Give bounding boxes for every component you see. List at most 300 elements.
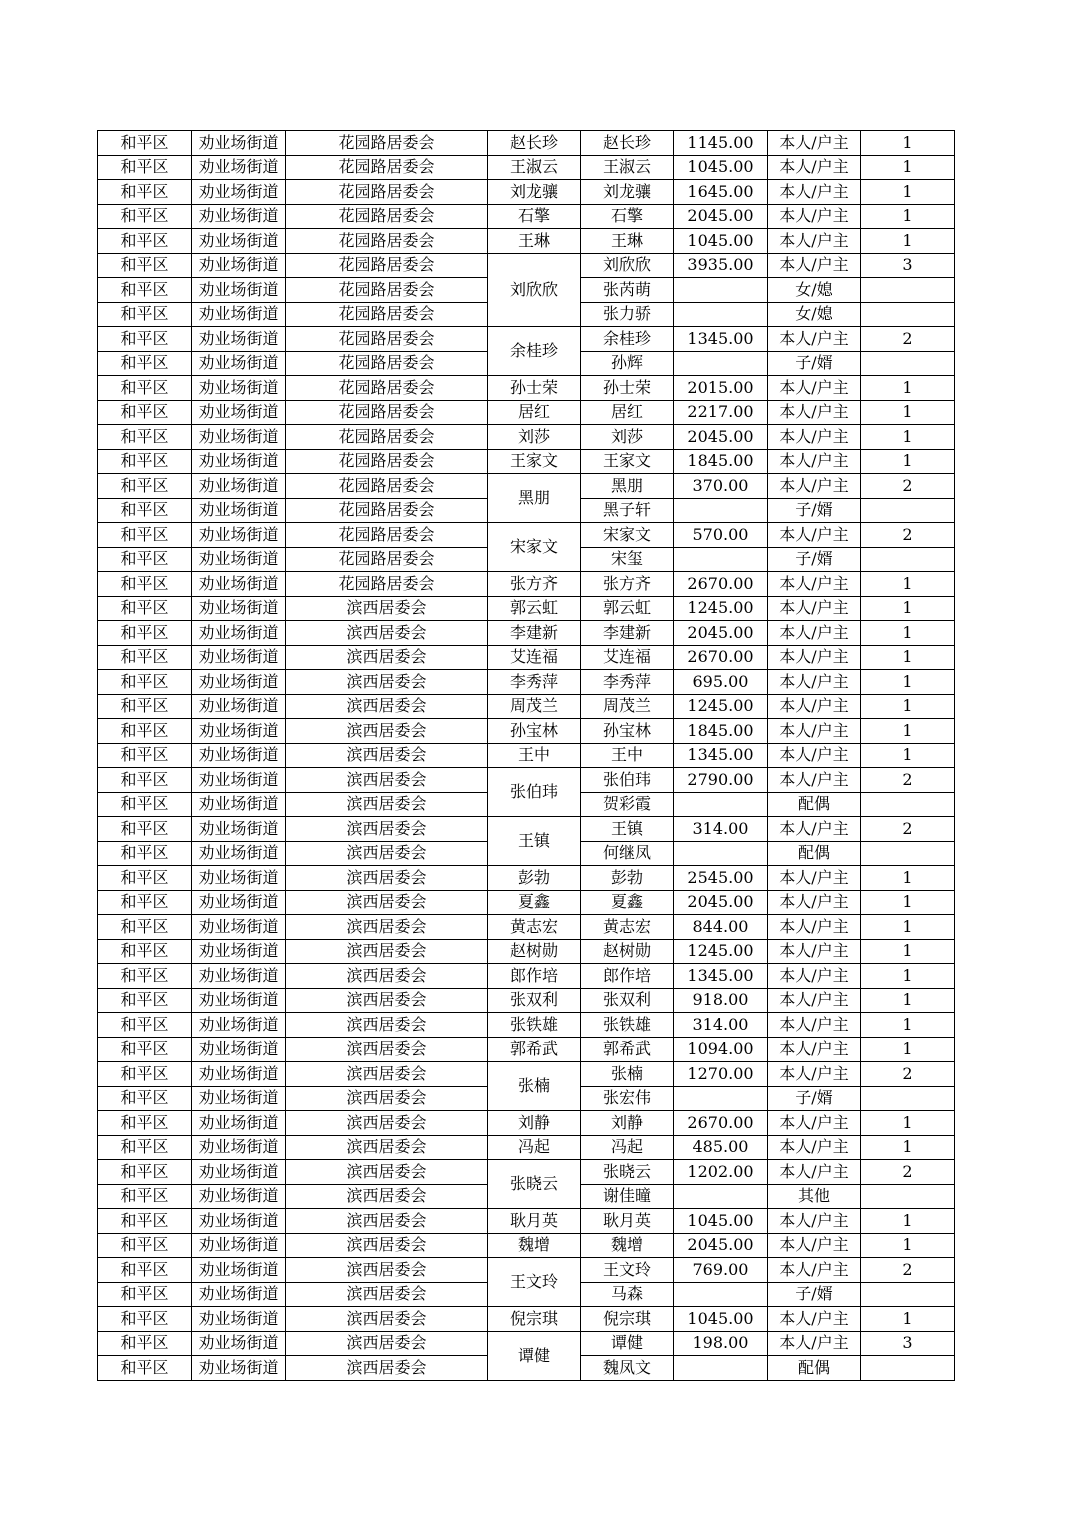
committee-cell: 滨西居委会 (286, 1111, 488, 1136)
member-count-cell: 2 (861, 817, 955, 842)
member-count-cell: 1 (861, 596, 955, 621)
member-name-cell: 王中 (581, 743, 674, 768)
street-cell: 劝业场街道 (192, 645, 286, 670)
member-name-cell: 刘龙骧 (581, 180, 674, 205)
committee-cell: 花园路居委会 (286, 498, 488, 523)
district-cell: 和平区 (98, 278, 192, 303)
committee-cell: 滨西居委会 (286, 1233, 488, 1258)
member-count-cell: 1 (861, 572, 955, 597)
relation-cell: 本人/户主 (768, 131, 861, 156)
street-cell: 劝业场街道 (192, 278, 286, 303)
member-name-cell: 刘静 (581, 1111, 674, 1136)
household-head-cell: 耿月英 (488, 1209, 581, 1234)
amount-cell (674, 1356, 768, 1381)
table-row (98, 621, 955, 646)
street-cell: 劝业场街道 (192, 694, 286, 719)
street-cell: 劝业场街道 (192, 915, 286, 940)
member-name-cell: 李建新 (581, 621, 674, 646)
street-cell: 劝业场街道 (192, 866, 286, 891)
member-name-cell: 宋玺 (581, 547, 674, 572)
member-name-cell: 张芮萌 (581, 278, 674, 303)
amount-cell: 769.00 (674, 1258, 768, 1283)
street-cell: 劝业场街道 (192, 1013, 286, 1038)
member-name-cell: 张方齐 (581, 572, 674, 597)
relation-cell: 本人/户主 (768, 1111, 861, 1136)
amount-cell (674, 302, 768, 327)
committee-cell: 花园路居委会 (286, 351, 488, 376)
table-row (98, 988, 955, 1013)
district-cell: 和平区 (98, 302, 192, 327)
relation-cell: 本人/户主 (768, 1209, 861, 1234)
street-cell: 劝业场街道 (192, 621, 286, 646)
member-name-cell: 宋家文 (581, 523, 674, 548)
district-cell: 和平区 (98, 1307, 192, 1332)
member-name-cell: 王淑云 (581, 155, 674, 180)
relation-cell: 本人/户主 (768, 743, 861, 768)
relation-cell: 子/婿 (768, 498, 861, 523)
amount-cell: 1094.00 (674, 1037, 768, 1062)
member-name-cell: 谭健 (581, 1331, 674, 1356)
relation-cell: 本人/户主 (768, 1307, 861, 1332)
household-head-cell: 谭健 (488, 1331, 581, 1380)
member-name-cell: 郎作培 (581, 964, 674, 989)
member-name-cell: 倪宗琪 (581, 1307, 674, 1332)
street-cell: 劝业场街道 (192, 1062, 286, 1087)
table-row (98, 253, 955, 278)
street-cell: 劝业场街道 (192, 449, 286, 474)
member-count-cell: 1 (861, 1233, 955, 1258)
table-row (98, 523, 955, 548)
household-head-cell: 张楠 (488, 1062, 581, 1111)
amount-cell: 2045.00 (674, 621, 768, 646)
street-cell: 劝业场街道 (192, 841, 286, 866)
amount-cell (674, 841, 768, 866)
member-count-cell: 1 (861, 1037, 955, 1062)
amount-cell: 1245.00 (674, 694, 768, 719)
amount-cell: 370.00 (674, 474, 768, 499)
amount-cell (674, 1086, 768, 1111)
amount-cell: 1245.00 (674, 939, 768, 964)
district-cell: 和平区 (98, 376, 192, 401)
committee-cell: 滨西居委会 (286, 596, 488, 621)
street-cell: 劝业场街道 (192, 523, 286, 548)
district-cell: 和平区 (98, 474, 192, 499)
member-count-cell: 1 (861, 939, 955, 964)
street-cell: 劝业场街道 (192, 1086, 286, 1111)
household-table (97, 130, 955, 1381)
street-cell: 劝业场街道 (192, 1209, 286, 1234)
member-count-cell (861, 351, 955, 376)
member-name-cell: 魏凤文 (581, 1356, 674, 1381)
street-cell: 劝业场街道 (192, 596, 286, 621)
relation-cell: 配偶 (768, 1356, 861, 1381)
street-cell: 劝业场街道 (192, 1282, 286, 1307)
committee-cell: 花园路居委会 (286, 523, 488, 548)
committee-cell: 花园路居委会 (286, 229, 488, 254)
member-count-cell: 1 (861, 621, 955, 646)
amount-cell: 1345.00 (674, 327, 768, 352)
amount-cell: 1045.00 (674, 229, 768, 254)
relation-cell: 女/媳 (768, 302, 861, 327)
street-cell: 劝业场街道 (192, 1233, 286, 1258)
street-cell: 劝业场街道 (192, 890, 286, 915)
household-head-cell: 刘欣欣 (488, 253, 581, 327)
amount-cell: 2790.00 (674, 768, 768, 793)
member-count-cell: 1 (861, 645, 955, 670)
committee-cell: 花园路居委会 (286, 547, 488, 572)
amount-cell: 3935.00 (674, 253, 768, 278)
district-cell: 和平区 (98, 1209, 192, 1234)
household-head-cell: 郎作培 (488, 964, 581, 989)
table-row (98, 719, 955, 744)
household-head-cell: 郭云虹 (488, 596, 581, 621)
street-cell: 劝业场街道 (192, 1135, 286, 1160)
household-head-cell: 余桂珍 (488, 327, 581, 376)
member-count-cell: 1 (861, 743, 955, 768)
member-name-cell: 魏增 (581, 1233, 674, 1258)
member-count-cell: 2 (861, 768, 955, 793)
district-cell: 和平区 (98, 645, 192, 670)
member-name-cell: 彭勃 (581, 866, 674, 891)
committee-cell: 滨西居委会 (286, 964, 488, 989)
district-cell: 和平区 (98, 1233, 192, 1258)
household-head-cell: 王中 (488, 743, 581, 768)
member-name-cell: 王琳 (581, 229, 674, 254)
committee-cell: 花园路居委会 (286, 400, 488, 425)
committee-cell: 滨西居委会 (286, 1307, 488, 1332)
member-count-cell: 1 (861, 964, 955, 989)
relation-cell: 本人/户主 (768, 768, 861, 793)
committee-cell: 滨西居委会 (286, 890, 488, 915)
member-count-cell: 1 (861, 890, 955, 915)
member-count-cell: 1 (861, 449, 955, 474)
household-head-cell: 倪宗琪 (488, 1307, 581, 1332)
relation-cell: 本人/户主 (768, 1258, 861, 1283)
relation-cell: 本人/户主 (768, 719, 861, 744)
member-count-cell (861, 278, 955, 303)
committee-cell: 滨西居委会 (286, 988, 488, 1013)
household-head-cell: 孙士荣 (488, 376, 581, 401)
district-cell: 和平区 (98, 621, 192, 646)
district-cell: 和平区 (98, 964, 192, 989)
member-count-cell: 1 (861, 1209, 955, 1234)
committee-cell: 花园路居委会 (286, 425, 488, 450)
district-cell: 和平区 (98, 841, 192, 866)
relation-cell: 本人/户主 (768, 1062, 861, 1087)
table-row (98, 915, 955, 940)
table-row (98, 1062, 955, 1087)
table-row (98, 1331, 955, 1356)
relation-cell: 本人/户主 (768, 694, 861, 719)
street-cell: 劝业场街道 (192, 229, 286, 254)
amount-cell: 2045.00 (674, 1233, 768, 1258)
member-count-cell: 1 (861, 155, 955, 180)
district-cell: 和平区 (98, 547, 192, 572)
member-name-cell: 黑子轩 (581, 498, 674, 523)
amount-cell: 2015.00 (674, 376, 768, 401)
district-cell: 和平区 (98, 449, 192, 474)
member-name-cell: 谢佳曈 (581, 1184, 674, 1209)
table-row (98, 229, 955, 254)
committee-cell: 滨西居委会 (286, 841, 488, 866)
district-cell: 和平区 (98, 229, 192, 254)
committee-cell: 花园路居委会 (286, 376, 488, 401)
member-name-cell: 张力骄 (581, 302, 674, 327)
table-row (98, 327, 955, 352)
district-cell: 和平区 (98, 498, 192, 523)
household-head-cell: 黄志宏 (488, 915, 581, 940)
table-row (98, 964, 955, 989)
member-name-cell: 夏鑫 (581, 890, 674, 915)
member-name-cell: 王文玲 (581, 1258, 674, 1283)
amount-cell: 314.00 (674, 1013, 768, 1038)
table-row (98, 572, 955, 597)
district-cell: 和平区 (98, 596, 192, 621)
household-head-cell: 张伯玮 (488, 768, 581, 817)
relation-cell: 本人/户主 (768, 915, 861, 940)
district-cell: 和平区 (98, 1037, 192, 1062)
district-cell: 和平区 (98, 523, 192, 548)
committee-cell: 滨西居委会 (286, 743, 488, 768)
relation-cell: 本人/户主 (768, 1233, 861, 1258)
relation-cell: 本人/户主 (768, 964, 861, 989)
relation-cell: 本人/户主 (768, 229, 861, 254)
relation-cell: 本人/户主 (768, 474, 861, 499)
district-cell: 和平区 (98, 1331, 192, 1356)
table-row (98, 400, 955, 425)
table-row (98, 670, 955, 695)
member-count-cell (861, 547, 955, 572)
relation-cell: 配偶 (768, 792, 861, 817)
member-count-cell (861, 1356, 955, 1381)
member-name-cell: 王家文 (581, 449, 674, 474)
member-count-cell: 1 (861, 1307, 955, 1332)
member-name-cell: 李秀萍 (581, 670, 674, 695)
district-cell: 和平区 (98, 1160, 192, 1185)
street-cell: 劝业场街道 (192, 1331, 286, 1356)
amount-cell: 844.00 (674, 915, 768, 940)
amount-cell: 1045.00 (674, 1307, 768, 1332)
member-count-cell: 2 (861, 1258, 955, 1283)
district-cell: 和平区 (98, 792, 192, 817)
amount-cell: 1345.00 (674, 743, 768, 768)
member-count-cell: 1 (861, 915, 955, 940)
household-head-cell: 王文玲 (488, 1258, 581, 1307)
amount-cell: 2670.00 (674, 1111, 768, 1136)
street-cell: 劝业场街道 (192, 400, 286, 425)
household-head-cell: 彭勃 (488, 866, 581, 891)
member-count-cell (861, 1282, 955, 1307)
district-cell: 和平区 (98, 351, 192, 376)
table-row (98, 474, 955, 499)
district-cell: 和平区 (98, 327, 192, 352)
amount-cell (674, 1184, 768, 1209)
table-row (98, 743, 955, 768)
table-row (98, 1160, 955, 1185)
street-cell: 劝业场街道 (192, 425, 286, 450)
district-cell: 和平区 (98, 253, 192, 278)
district-cell: 和平区 (98, 1111, 192, 1136)
household-head-cell: 居红 (488, 400, 581, 425)
district-cell: 和平区 (98, 1086, 192, 1111)
household-head-cell: 王琳 (488, 229, 581, 254)
member-name-cell: 冯起 (581, 1135, 674, 1160)
street-cell: 劝业场街道 (192, 547, 286, 572)
member-name-cell: 贺彩霞 (581, 792, 674, 817)
amount-cell (674, 547, 768, 572)
district-cell: 和平区 (98, 400, 192, 425)
member-count-cell: 1 (861, 694, 955, 719)
street-cell: 劝业场街道 (192, 988, 286, 1013)
committee-cell: 滨西居委会 (286, 694, 488, 719)
committee-cell: 滨西居委会 (286, 1160, 488, 1185)
district-cell: 和平区 (98, 866, 192, 891)
table-row (98, 180, 955, 205)
household-head-cell: 张晓云 (488, 1160, 581, 1209)
amount-cell: 1845.00 (674, 719, 768, 744)
household-head-cell: 张双利 (488, 988, 581, 1013)
member-count-cell: 1 (861, 1135, 955, 1160)
table-row (98, 890, 955, 915)
amount-cell: 1270.00 (674, 1062, 768, 1087)
member-count-cell: 2 (861, 1062, 955, 1087)
street-cell: 劝业场街道 (192, 253, 286, 278)
committee-cell: 滨西居委会 (286, 1013, 488, 1038)
member-name-cell: 何继凤 (581, 841, 674, 866)
committee-cell: 滨西居委会 (286, 621, 488, 646)
member-count-cell (861, 1086, 955, 1111)
committee-cell: 花园路居委会 (286, 155, 488, 180)
street-cell: 劝业场街道 (192, 498, 286, 523)
district-cell: 和平区 (98, 670, 192, 695)
district-cell: 和平区 (98, 890, 192, 915)
member-count-cell: 1 (861, 425, 955, 450)
table-row (98, 204, 955, 229)
amount-cell: 2045.00 (674, 425, 768, 450)
member-name-cell: 张铁雄 (581, 1013, 674, 1038)
amount-cell (674, 1282, 768, 1307)
street-cell: 劝业场街道 (192, 1258, 286, 1283)
member-count-cell: 3 (861, 253, 955, 278)
relation-cell: 本人/户主 (768, 1331, 861, 1356)
member-count-cell: 1 (861, 131, 955, 156)
relation-cell: 女/媳 (768, 278, 861, 303)
street-cell: 劝业场街道 (192, 351, 286, 376)
member-name-cell: 余桂珍 (581, 327, 674, 352)
street-cell: 劝业场街道 (192, 1037, 286, 1062)
household-head-cell: 王镇 (488, 817, 581, 866)
street-cell: 劝业场街道 (192, 376, 286, 401)
district-cell: 和平区 (98, 1258, 192, 1283)
committee-cell: 花园路居委会 (286, 278, 488, 303)
table-row (98, 1209, 955, 1234)
member-name-cell: 赵树勋 (581, 939, 674, 964)
member-name-cell: 居红 (581, 400, 674, 425)
member-name-cell: 耿月英 (581, 1209, 674, 1234)
street-cell: 劝业场街道 (192, 1160, 286, 1185)
member-count-cell (861, 498, 955, 523)
member-name-cell: 马森 (581, 1282, 674, 1307)
table-row (98, 155, 955, 180)
amount-cell (674, 792, 768, 817)
district-cell: 和平区 (98, 768, 192, 793)
relation-cell: 本人/户主 (768, 523, 861, 548)
committee-cell: 花园路居委会 (286, 131, 488, 156)
member-count-cell (861, 1184, 955, 1209)
member-count-cell: 3 (861, 1331, 955, 1356)
table-row (98, 1135, 955, 1160)
street-cell: 劝业场街道 (192, 1111, 286, 1136)
household-head-cell: 夏鑫 (488, 890, 581, 915)
committee-cell: 滨西居委会 (286, 866, 488, 891)
relation-cell: 本人/户主 (768, 327, 861, 352)
relation-cell: 本人/户主 (768, 939, 861, 964)
street-cell: 劝业场街道 (192, 964, 286, 989)
district-cell: 和平区 (98, 155, 192, 180)
household-head-cell: 冯起 (488, 1135, 581, 1160)
street-cell: 劝业场街道 (192, 768, 286, 793)
district-cell: 和平区 (98, 572, 192, 597)
street-cell: 劝业场街道 (192, 131, 286, 156)
amount-cell: 1145.00 (674, 131, 768, 156)
member-count-cell: 1 (861, 376, 955, 401)
street-cell: 劝业场街道 (192, 1184, 286, 1209)
committee-cell: 花园路居委会 (286, 302, 488, 327)
household-head-cell: 赵长珍 (488, 131, 581, 156)
committee-cell: 花园路居委会 (286, 474, 488, 499)
street-cell: 劝业场街道 (192, 719, 286, 744)
member-name-cell: 周茂兰 (581, 694, 674, 719)
table-row (98, 939, 955, 964)
district-cell: 和平区 (98, 939, 192, 964)
relation-cell: 本人/户主 (768, 400, 861, 425)
relation-cell: 本人/户主 (768, 1135, 861, 1160)
amount-cell: 1845.00 (674, 449, 768, 474)
member-name-cell: 赵长珍 (581, 131, 674, 156)
committee-cell: 滨西居委会 (286, 1282, 488, 1307)
relation-cell: 配偶 (768, 841, 861, 866)
table-row (98, 1037, 955, 1062)
member-name-cell: 孙宝林 (581, 719, 674, 744)
household-head-cell: 石擎 (488, 204, 581, 229)
member-name-cell: 孙士荣 (581, 376, 674, 401)
member-count-cell (861, 792, 955, 817)
member-count-cell (861, 302, 955, 327)
district-cell: 和平区 (98, 915, 192, 940)
member-name-cell: 王镇 (581, 817, 674, 842)
table-row (98, 596, 955, 621)
district-cell: 和平区 (98, 719, 192, 744)
amount-cell: 314.00 (674, 817, 768, 842)
relation-cell: 本人/户主 (768, 866, 861, 891)
relation-cell: 本人/户主 (768, 670, 861, 695)
amount-cell: 1245.00 (674, 596, 768, 621)
table-row (98, 425, 955, 450)
street-cell: 劝业场街道 (192, 939, 286, 964)
amount-cell: 2045.00 (674, 890, 768, 915)
committee-cell: 花园路居委会 (286, 253, 488, 278)
committee-cell: 滨西居委会 (286, 670, 488, 695)
member-name-cell: 张伯玮 (581, 768, 674, 793)
member-name-cell: 孙辉 (581, 351, 674, 376)
committee-cell: 滨西居委会 (286, 1037, 488, 1062)
table-row (98, 449, 955, 474)
amount-cell: 485.00 (674, 1135, 768, 1160)
street-cell: 劝业场街道 (192, 155, 286, 180)
relation-cell: 子/婿 (768, 351, 861, 376)
member-count-cell: 1 (861, 229, 955, 254)
relation-cell: 其他 (768, 1184, 861, 1209)
